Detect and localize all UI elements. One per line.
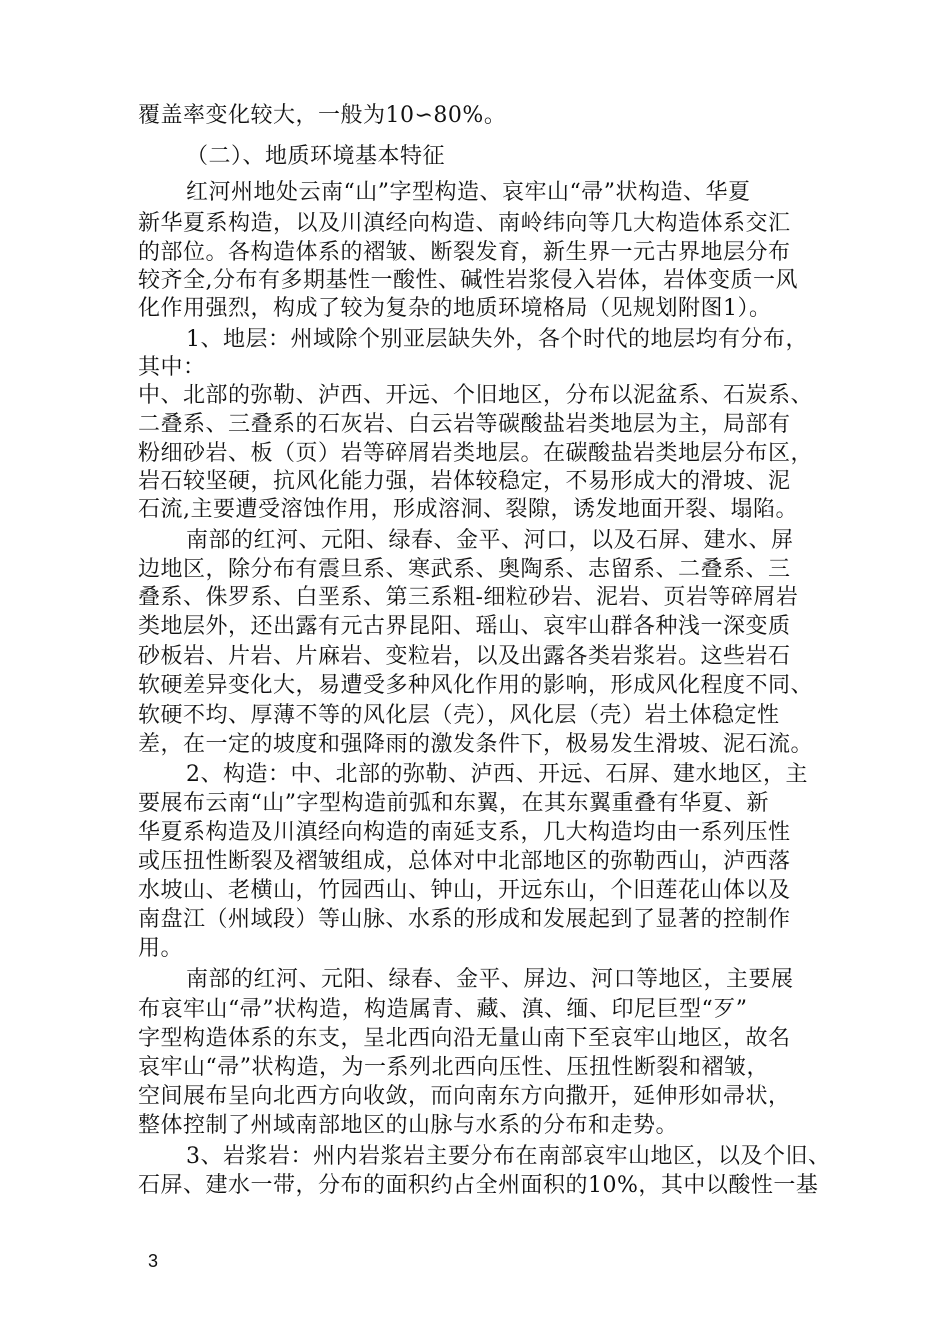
text-line: 岩石较坚硬，抗风化能力强，岩体较稳定，不易形成大的滑坡、泥: [138, 469, 791, 494]
text-line: 3、岩浆岩：州内岩浆岩主要分布在南部哀牢山地区，以及个旧、: [186, 1144, 831, 1169]
text-line: 水坡山、老横山，竹园西山、钟山，开远东山，个旧莲花山体以及: [138, 878, 791, 903]
text-line: 南盘江（州域段）等山脉、水系的形成和发展起到了显著的控制作: [138, 907, 791, 932]
text-line: 石流,主要遭受溶蚀作用，形成溶洞、裂隙，诱发地面开裂、塌陷。: [138, 497, 798, 522]
text-line: 的部位。各构造体系的褶皱、断裂发育，新生界一元古界地层分布: [138, 240, 791, 265]
page-number: 3: [148, 1251, 159, 1271]
text-line: 中、北部的弥勒、泸西、开远、个旧地区，分布以泥盆系、石炭系、: [138, 383, 814, 408]
text-line: 较齐全,分布有多期基性一酸性、碱性岩浆侵入岩体，岩体变质一风: [138, 268, 798, 293]
text-line: 南部的红河、元阳、绿春、金平、屏边、河口等地区，主要展: [186, 967, 794, 992]
text-line: 或压扭性断裂及褶皱组成，总体对中北部地区的弥勒西山，泸西落: [138, 849, 791, 874]
text-line: 要展布云南“山”字型构造前弧和东翼，在其东翼重叠有华夏、新: [138, 791, 769, 816]
text-line: 1、地层：州域除个别亚层缺失外，各个时代的地层均有分布，: [186, 327, 808, 352]
text-line: 边地区，除分布有震旦系、寒武系、奥陶系、志留系、二叠系、三: [138, 557, 791, 582]
text-line: 类地层外，还出露有元古界昆阳、瑶山、哀牢山群各种浅一深变质: [138, 614, 791, 639]
text-line: 石屏、建水一带，分布的面积约占全州面积的10%，其中以酸性一基: [138, 1173, 819, 1198]
text-line: 差，在一定的坡度和强降雨的激发条件下，极易发生滑坡、泥石流。: [138, 732, 814, 757]
text-line: 覆盖率变化较大，一般为10∽80%。: [138, 103, 507, 128]
text-line: 哀牢山“帚”状构造，为一系列北西向压性、压扭性断裂和褶皱，: [138, 1055, 769, 1080]
text-line: 软硬不均、厚薄不等的风化层（壳），风化层（壳）岩土体稳定性: [138, 703, 780, 728]
text-line: 用。: [138, 936, 184, 961]
text-line: 2、构造：中、北部的弥勒、泸西、开远、石屏、建水地区，主: [186, 762, 808, 787]
text-line: 砂板岩、片岩、片麻岩、变粒岩，以及出露各类岩浆岩。这些岩石: [138, 644, 791, 669]
text-line: 空间展布呈向北西方向收敛，而向南东方向撒开，延伸形如帚状，: [138, 1084, 791, 1109]
text-line: 字型构造体系的东支，呈北西向沿无量山南下至哀牢山地区，故名: [138, 1026, 791, 1051]
text-line: 布哀牢山“帚”状构造，构造属青、藏、滇、缅、印尼巨型“歹”: [138, 997, 748, 1022]
text-line: 粉细砂岩、板（页）岩等碎屑岩类地层。在碳酸盐岩类地层分布区，: [138, 441, 814, 466]
text-line: 南部的红河、元阳、绿春、金平、河口，以及石屏、建水、屏: [186, 528, 794, 553]
section-heading: （二）、地质环境基本特征: [186, 144, 446, 169]
text-line: 软硬差异变化大，易遭受多种风化作用的影响，形成风化程度不同、: [138, 673, 814, 698]
text-line: 新华夏系构造，以及川滇经向构造、南岭纬向等几大构造体系交汇: [138, 211, 791, 236]
text-line: 二叠系、三叠系的石灰岩、白云岩等碳酸盐岩类地层为主，局部有: [138, 412, 791, 437]
text-line: 化作用强烈，构成了较为复杂的地质环境格局（见规划附图1）。: [138, 296, 772, 321]
text-line: 华夏系构造及川滇经向构造的南延支系，几大构造均由一系列压性: [138, 820, 791, 845]
text-line: 其中：: [138, 355, 206, 380]
text-line: 红河州地处云南“山”字型构造、哀牢山“帚”状构造、华夏: [186, 180, 751, 205]
text-line: 整体控制了州域南部地区的山脉与水系的分布和走势。: [138, 1113, 679, 1138]
text-line: 叠系、侏罗系、白垩系、第三系粗-细粒砂岩、泥岩、页岩等碎屑岩: [138, 585, 799, 610]
